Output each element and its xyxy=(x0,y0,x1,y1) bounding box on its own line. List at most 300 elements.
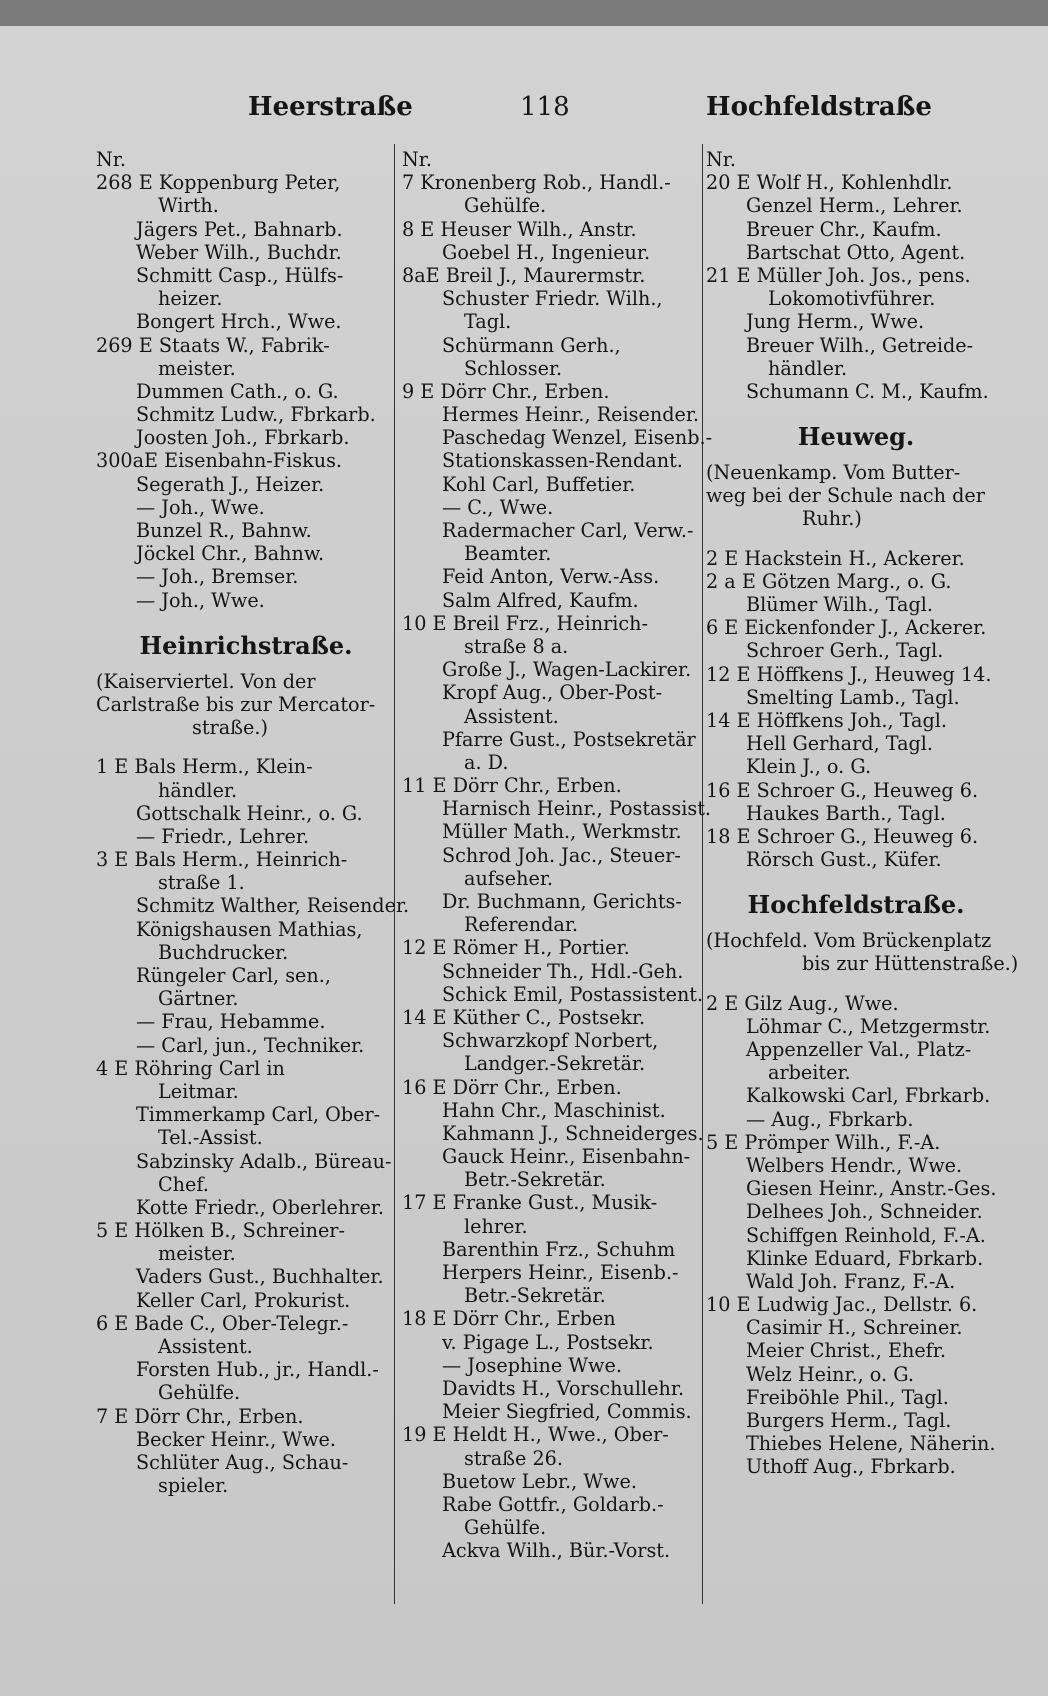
directory-line xyxy=(96,1358,396,1381)
entry-text: — Joh., Wwe. xyxy=(136,588,265,612)
entry-text: Gottschalk Heinr., o. G. xyxy=(136,801,363,825)
directory-line xyxy=(402,1331,702,1354)
directory-line xyxy=(706,287,1006,310)
directory-line xyxy=(706,507,1006,530)
entry-text: Schlüter Aug., Schau- xyxy=(136,1450,349,1474)
entry-text: Paschedag Wenzel, Eisenb.- xyxy=(442,426,713,450)
entry-text: Landger.-Sekretär. xyxy=(464,1052,646,1076)
entry-text: 12 E Römer H., Portier. xyxy=(402,936,630,960)
entry-text: Tagl. xyxy=(464,310,512,334)
entry-text: Nr. xyxy=(96,148,126,171)
entry-text: Keller Carl, Prokurist. xyxy=(136,1288,351,1312)
entry-text: Chef. xyxy=(158,1172,209,1196)
entry-text: Jung Herm., Wwe. xyxy=(746,310,925,334)
entry-text: Dummen Cath., o. G. xyxy=(136,379,339,403)
directory-line xyxy=(402,1029,702,1052)
directory-line xyxy=(706,663,1006,686)
directory-line xyxy=(402,542,702,565)
spacer xyxy=(706,976,1006,992)
entry-text: Betr.-Sekretär. xyxy=(464,1284,606,1308)
directory-line xyxy=(96,171,396,194)
directory-line xyxy=(402,797,711,821)
entry-text: bis zur Hüttenstraße.) xyxy=(802,952,1019,976)
spacer xyxy=(96,739,396,755)
entry-text: Weber Wilh., Buchdr. xyxy=(136,240,342,264)
directory-line xyxy=(402,287,702,310)
directory-line xyxy=(402,1377,702,1400)
entry-text: Bunzel R., Bahnw. xyxy=(136,519,312,542)
directory-line xyxy=(706,779,1006,802)
entry-text: v. Pigage L., Postsekr. xyxy=(442,1330,654,1354)
entry-text: Tel.-Assist. xyxy=(158,1126,263,1150)
entry-text: 268 E Koppenburg Peter, xyxy=(96,171,341,195)
spacer xyxy=(706,531,1006,547)
directory-line xyxy=(96,670,396,693)
directory-line xyxy=(402,1145,702,1168)
entry-text: Kotte Friedr., Oberlehrer. xyxy=(136,1195,384,1219)
directory-line xyxy=(96,310,396,333)
entry-text: Thiebes Helene, Näherin. xyxy=(746,1432,996,1456)
directory-line xyxy=(402,565,702,588)
directory-line xyxy=(96,825,396,848)
entry-text: Schumann C. M., Kaufm. xyxy=(746,379,989,403)
entry-text: meister. xyxy=(158,356,236,380)
directory-line xyxy=(96,1335,396,1358)
entry-text: 6 E Bade C., Ober-Telegr.- xyxy=(96,1311,349,1335)
entry-text: 11 E Dörr Chr., Erben. xyxy=(402,774,622,798)
directory-line xyxy=(96,1219,396,1242)
directory-line xyxy=(706,171,1006,194)
directory-line xyxy=(96,1150,396,1173)
entry-text: Gärtner. xyxy=(158,987,239,1011)
entry-text: Joosten Joh., Fbrkarb. xyxy=(136,426,350,450)
street-heading: Hochfeldstraße. xyxy=(747,890,965,920)
directory-line xyxy=(96,496,396,519)
directory-line xyxy=(706,639,1006,662)
entry-text: Leitmar. xyxy=(158,1079,239,1103)
directory-line xyxy=(706,1108,1006,1131)
entry-text: lehrer. xyxy=(464,1214,528,1238)
directory-line xyxy=(96,148,396,171)
entry-text: Becker Heinr., Wwe. xyxy=(136,1427,336,1451)
entry-text: Gehülfe. xyxy=(464,1516,547,1540)
entry-text: Welz Heinr., o. G. xyxy=(746,1362,914,1386)
directory-line xyxy=(706,1131,1006,1154)
entry-text: Schneider Th., Hdl.-Geh. xyxy=(442,959,684,983)
directory-line xyxy=(96,1103,396,1126)
directory-line xyxy=(402,1539,702,1562)
directory-line xyxy=(706,461,1006,484)
directory-line xyxy=(706,1386,1006,1409)
entry-text: Vaders Gust., Buchhalter. xyxy=(136,1265,384,1289)
entry-text: Davidts H., Vorschullehr. xyxy=(442,1376,685,1400)
directory-line xyxy=(706,992,1006,1015)
entry-text: Rörsch Gust., Küfer. xyxy=(746,848,942,872)
directory-line xyxy=(96,693,396,716)
entry-text: Barenthin Frz., Schuhm xyxy=(442,1237,676,1261)
entry-text: Ackva Wilh., Bür.-Vorst. xyxy=(442,1539,671,1563)
entry-text: Blümer Wilh., Tagl. xyxy=(746,593,933,616)
entry-text: 12 E Höffkens J., Heuweg 14. xyxy=(706,662,992,686)
column-3 xyxy=(706,148,1019,1479)
directory-line xyxy=(402,612,702,635)
entry-text: Hahn Chr., Maschinist. xyxy=(442,1098,666,1122)
directory-line xyxy=(96,1173,396,1196)
entry-text: Hermes Heinr., Reisender. xyxy=(442,403,699,427)
entry-text: 10 E Breil Frz., Heinrich- xyxy=(402,611,648,635)
entry-text: Assistent. xyxy=(158,1335,253,1358)
directory-line xyxy=(706,194,1006,217)
directory-line xyxy=(402,1261,702,1284)
directory-line xyxy=(402,310,702,333)
entry-text: Stationskassen-Rendant. xyxy=(442,449,683,473)
entry-text: weg bei der Schule nach der xyxy=(706,484,985,508)
entry-text: Genzel Herm., Lehrer. xyxy=(746,194,963,218)
entry-text: 6 E Eickenfonder J., Ackerer. xyxy=(706,616,987,640)
entry-text: Buetow Lebr., Wwe. xyxy=(442,1469,637,1493)
directory-line xyxy=(706,484,1006,507)
directory-line xyxy=(96,542,396,565)
entry-text: — Aug., Fbrkarb. xyxy=(746,1107,914,1131)
directory-line xyxy=(96,194,396,217)
directory-line xyxy=(706,1316,1006,1339)
column-2 xyxy=(402,148,713,1563)
entry-text: Nr. xyxy=(402,148,432,171)
directory-line xyxy=(706,616,1006,639)
entry-text: Kohl Carl, Buffetier. xyxy=(442,472,636,496)
directory-line xyxy=(402,1423,702,1446)
entry-text: Forsten Hub., jr., Handl.- xyxy=(136,1358,379,1382)
directory-line xyxy=(96,1428,396,1451)
entry-text: 18 E Dörr Chr., Erben xyxy=(402,1307,616,1331)
directory-line xyxy=(706,1455,1006,1478)
entry-text: Jöckel Chr., Bahnw. xyxy=(136,542,325,566)
directory-line xyxy=(402,519,702,542)
directory-line xyxy=(96,848,396,871)
directory-line xyxy=(402,635,702,658)
column-rule-right xyxy=(702,144,703,1604)
entry-text: 18 E Schroer G., Heuweg 6. xyxy=(706,824,979,848)
entry-text: meister. xyxy=(158,1242,236,1266)
entry-text: Kalkowski Carl, Fbrkarb. xyxy=(746,1084,991,1108)
entry-text: straße 26. xyxy=(464,1446,563,1470)
entry-text: Klinke Eduard, Fbrkarb. xyxy=(746,1246,984,1270)
entry-text: Rüngeler Carl, sen., xyxy=(136,964,331,987)
directory-line xyxy=(96,918,396,941)
directory-line xyxy=(402,496,702,519)
entry-text: Kahmann J., Schneiderges. xyxy=(442,1121,704,1145)
entry-text: Pfarre Gust., Postsekretär xyxy=(442,727,696,751)
directory-line xyxy=(402,449,702,472)
directory-line xyxy=(96,519,396,542)
scan-edge xyxy=(0,0,1048,26)
entry-text: Appenzeller Val., Platz- xyxy=(746,1038,972,1061)
directory-line xyxy=(402,1400,702,1423)
directory-line xyxy=(402,241,702,264)
directory-line xyxy=(96,357,396,380)
entry-text: heizer. xyxy=(158,287,223,311)
entry-text: Wirth. xyxy=(158,194,219,218)
directory-line xyxy=(706,709,1006,732)
directory-line xyxy=(402,1493,702,1516)
directory-line xyxy=(96,287,396,310)
street-heading: Heinrichstraße. xyxy=(139,630,353,660)
entry-text: — Joh., Wwe. xyxy=(136,495,265,519)
entry-text: Schlosser. xyxy=(464,356,563,380)
directory-line xyxy=(706,1339,1006,1362)
directory-line xyxy=(96,1289,396,1312)
directory-line xyxy=(96,449,396,472)
entry-text: Schuster Friedr. Wilh., xyxy=(442,287,663,311)
entry-text: Herpers Heinr., Eisenb.- xyxy=(442,1261,679,1284)
directory-line xyxy=(402,171,702,194)
running-head-left: Heerstraße xyxy=(248,92,413,122)
entry-text: Haukes Barth., Tagl. xyxy=(746,801,946,825)
entry-text: Welbers Hendr., Wwe. xyxy=(746,1153,963,1177)
directory-line xyxy=(706,848,1006,871)
entry-text: Meier Siegfried, Commis. xyxy=(442,1400,692,1424)
entry-text: straße 8 a. xyxy=(464,634,569,658)
entry-text: arbeiter. xyxy=(768,1061,851,1085)
entry-text: 7 Kronenberg Rob., Handl.- xyxy=(402,171,671,195)
entry-text: Buchdrucker. xyxy=(158,940,289,964)
entry-text: Schmitz Walther, Reisender. xyxy=(136,894,410,918)
entry-text: Betr.-Sekretär. xyxy=(464,1168,606,1192)
directory-line xyxy=(706,1247,1006,1270)
entry-text: Schwarzkopf Norbert, xyxy=(442,1029,659,1053)
directory-line xyxy=(706,1200,1006,1223)
entry-text: Kropf Aug., Ober-Post- xyxy=(442,681,663,705)
entry-text: Assistent. xyxy=(464,704,559,728)
entry-text: Referendar. xyxy=(464,913,579,937)
entry-text: Schick Emil, Postassistent. xyxy=(442,982,704,1006)
directory-line xyxy=(706,1177,1006,1200)
directory-line xyxy=(706,547,1006,570)
directory-line xyxy=(402,473,702,496)
directory-line xyxy=(402,1099,702,1122)
directory-line xyxy=(706,1293,1006,1316)
directory-line xyxy=(96,334,396,357)
directory-line xyxy=(402,936,702,959)
entry-text: Jägers Pet., Bahnarb. xyxy=(136,217,343,241)
directory-line xyxy=(96,1265,396,1288)
entry-text: 3 E Bals Herm., Heinrich- xyxy=(96,848,348,872)
directory-line xyxy=(706,732,1006,755)
directory-line xyxy=(706,686,1006,709)
directory-line xyxy=(706,593,1006,616)
entry-text: Gehülfe. xyxy=(158,1381,241,1405)
directory-line xyxy=(96,1451,396,1474)
entry-text: Delhees Joh., Schneider. xyxy=(746,1200,983,1224)
directory-line xyxy=(706,1084,1006,1107)
entry-text: 7 E Dörr Chr., Erben. xyxy=(96,1404,304,1428)
entry-text: 14 E Küther C., Postsekr. xyxy=(402,1005,646,1029)
directory-line xyxy=(402,844,702,867)
entry-text: Beamter. xyxy=(464,542,552,566)
directory-line xyxy=(402,983,702,1006)
directory-line xyxy=(402,705,702,728)
directory-line xyxy=(402,194,702,217)
column-1 xyxy=(96,148,410,1498)
directory-line xyxy=(706,241,1006,264)
directory-line xyxy=(402,380,702,403)
directory-line xyxy=(706,929,1006,952)
directory-line xyxy=(706,1409,1006,1432)
entry-text: Salm Alfred, Kaufm. xyxy=(442,588,639,612)
entry-text: Lokomotivführer. xyxy=(768,287,936,311)
entry-text: Meier Christ., Ehefr. xyxy=(746,1339,946,1363)
entry-text: 5 E Hölken B., Schreiner- xyxy=(96,1219,345,1243)
entry-text: Dr. Buchmann, Gerichts- xyxy=(442,890,682,913)
directory-line xyxy=(96,1196,396,1219)
directory-line xyxy=(96,264,396,287)
directory-line xyxy=(96,941,396,964)
entry-text: 20 E Wolf H., Kohlenhdlr. xyxy=(706,171,953,195)
page-number: 118 xyxy=(520,92,570,122)
directory-line xyxy=(402,960,702,983)
entry-text: händler. xyxy=(158,778,238,802)
entry-text: Bartschat Otto, Agent. xyxy=(746,240,966,264)
directory-line xyxy=(402,264,702,287)
entry-text: 4 E Röhring Carl in xyxy=(96,1056,285,1080)
directory-line xyxy=(96,1381,396,1404)
directory-line xyxy=(402,148,702,171)
entry-text: Casimir H., Schreiner. xyxy=(746,1316,963,1340)
directory-line xyxy=(706,1432,1006,1455)
directory-line xyxy=(402,1191,702,1214)
directory-line xyxy=(402,334,702,357)
entry-text: a. D. xyxy=(464,750,509,774)
entry-text: Bongert Hrch., Wwe. xyxy=(136,310,342,334)
directory-line xyxy=(402,774,702,797)
entry-text: — C., Wwe. xyxy=(442,495,554,519)
entry-text: 17 E Franke Gust., Musik- xyxy=(402,1191,658,1215)
directory-line xyxy=(402,820,702,843)
entry-text: Freiböhle Phil., Tagl. xyxy=(746,1385,949,1409)
directory-line xyxy=(706,218,1006,241)
entry-text: Königshausen Mathias, xyxy=(136,917,363,941)
directory-line xyxy=(402,1052,702,1075)
directory-line xyxy=(402,1284,702,1307)
directory-line xyxy=(402,728,702,751)
entry-text: Giesen Heinr., Anstr.-Ges. xyxy=(746,1177,997,1201)
directory-line xyxy=(402,357,702,380)
directory-line xyxy=(402,751,702,774)
directory-line xyxy=(402,913,702,936)
directory-line xyxy=(96,218,396,241)
entry-text: Radermacher Carl, Verw.- xyxy=(442,519,694,542)
directory-line xyxy=(96,1080,396,1103)
entry-text: 19 E Heldt H., Wwe., Ober- xyxy=(402,1423,669,1447)
entry-text: Smelting Lamb., Tagl. xyxy=(746,685,960,709)
directory-line xyxy=(706,825,1006,848)
entry-text: straße.) xyxy=(192,716,268,740)
directory-line xyxy=(96,1126,396,1149)
entry-text: Nr. xyxy=(706,148,736,171)
running-header xyxy=(0,92,1048,132)
street-heading: Heuweg. xyxy=(797,422,915,452)
entry-text: 21 E Müller Joh. Jos., pens. xyxy=(706,263,971,287)
directory-line xyxy=(706,1015,1006,1038)
entry-text: aufseher. xyxy=(464,866,553,890)
entry-text: Sabzinsky Adalb., Büreau- xyxy=(136,1149,392,1173)
directory-line xyxy=(96,1034,396,1057)
directory-line xyxy=(96,565,396,588)
entry-text: Goebel H., Ingenieur. xyxy=(442,240,651,264)
entry-text: 14 E Höffkens Joh., Tagl. xyxy=(706,708,947,732)
entry-text: 2 E Gilz Aug., Wwe. xyxy=(706,991,899,1015)
directory-line xyxy=(96,987,396,1010)
entry-text: Harnisch Heinr., Postassist. xyxy=(442,797,711,821)
entry-text: Große J., Wagen-Lackirer. xyxy=(442,658,692,682)
directory-line xyxy=(96,716,396,739)
entry-text: Segerath J., Heizer. xyxy=(136,472,325,496)
directory-line xyxy=(706,148,1006,171)
entry-text: Wald Joh. Franz, F.-A. xyxy=(746,1269,956,1293)
directory-line xyxy=(706,264,1006,287)
directory-line xyxy=(706,1038,1006,1061)
directory-line xyxy=(96,1312,396,1335)
directory-line xyxy=(402,426,713,450)
directory-line xyxy=(96,894,410,918)
directory-line xyxy=(706,334,1006,357)
directory-line xyxy=(402,589,702,612)
entry-text: (Neuenkamp. Vom Butter- xyxy=(706,461,961,485)
directory-line xyxy=(96,802,396,825)
entry-text: 2 E Hackstein H., Ackerer. xyxy=(706,546,965,570)
entry-text: — Joh., Bremser. xyxy=(136,565,299,589)
directory-line xyxy=(96,589,396,612)
entry-text: — Friedr., Lehrer. xyxy=(136,824,310,848)
directory-line xyxy=(706,380,1006,403)
directory-line xyxy=(706,357,1006,380)
directory-line xyxy=(402,218,702,241)
entry-text: Löhmar C., Metzgermstr. xyxy=(746,1014,991,1038)
directory-line xyxy=(402,1354,702,1377)
entry-text: (Hochfeld. Vom Brückenplatz xyxy=(706,929,992,953)
entry-text: Burgers Herm., Tagl. xyxy=(746,1409,952,1432)
directory-line xyxy=(96,1474,396,1497)
directory-line xyxy=(402,681,702,704)
entry-text: Klein J., o. G. xyxy=(746,755,872,779)
directory-line xyxy=(96,241,396,264)
entry-text: Ruhr.) xyxy=(802,507,862,531)
entry-text: Timmerkamp Carl, Ober- xyxy=(136,1103,381,1127)
directory-line xyxy=(96,779,396,802)
directory-line xyxy=(96,755,396,778)
directory-line xyxy=(706,1154,1006,1177)
entry-text: straße 1. xyxy=(158,871,245,895)
directory-line xyxy=(402,1470,702,1493)
directory-line xyxy=(706,310,1006,333)
directory-line xyxy=(706,1224,1006,1247)
directory-line xyxy=(402,403,702,426)
entry-text: 16 E Dörr Chr., Erben. xyxy=(402,1075,622,1099)
entry-text: spieler. xyxy=(158,1474,229,1498)
directory-line xyxy=(402,1516,702,1539)
entry-text: 10 E Ludwig Jac., Dellstr. 6. xyxy=(706,1293,978,1317)
directory-line xyxy=(402,867,702,890)
entry-text: 5 E Prömper Wilh., F.-A. xyxy=(706,1130,941,1154)
directory-line xyxy=(96,473,396,496)
directory-line xyxy=(706,952,1019,976)
directory-line xyxy=(96,380,396,403)
entry-text: 1 E Bals Herm., Klein- xyxy=(96,755,313,779)
entry-text: Breuer Chr., Kaufm. xyxy=(746,217,942,241)
entry-text: Müller Math., Werkmstr. xyxy=(442,820,682,844)
entry-text: Schürmann Gerh., xyxy=(442,333,621,357)
entry-text: Hell Gerhard, Tagl. xyxy=(746,732,934,756)
